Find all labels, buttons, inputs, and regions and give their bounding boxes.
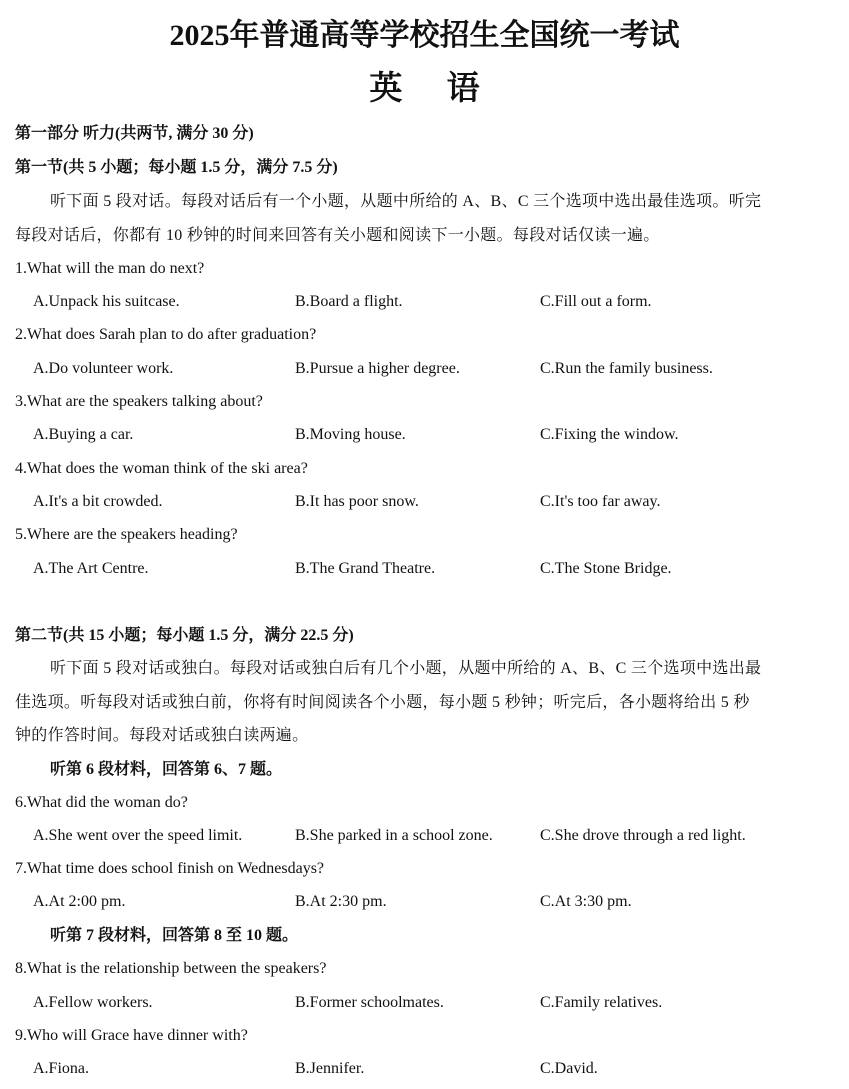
exam-title: 2025年普通高等学校招生全国统一考试 (169, 19, 680, 52)
q6-option-a: A.She went over the speed limit. (33, 827, 243, 844)
section2-heading: 第二节(共 15 小题；每小题 1.5 分，满分 22.5 分) (15, 627, 354, 644)
question-2: 2.What does Sarah plan to do after graduation? (15, 326, 317, 343)
q7-option-a: A.At 2:00 pm. (33, 893, 126, 910)
question-7: 7.What time does school finish on Wednesdays? (15, 860, 325, 877)
q5-option-c: C.The Stone Bridge. (540, 560, 672, 577)
q7-option-c: C.At 3:30 pm. (540, 893, 632, 910)
q2-option-a: A.Do volunteer work. (33, 360, 174, 377)
question-6: 6.What did the woman do? (15, 794, 188, 811)
section1-instruction-line: 每段对话后，你都有 10 秒钟的时间来回答有关小题和阅读下一小题。每段对话仅读一遍。 (15, 227, 660, 244)
section1-instruction-line: 听下面 5 段对话。每段对话后有一个小题，从题中所给的 A、B、C 三个选项中选出最佳选项。听完 (50, 193, 762, 210)
q1-option-a: A.Unpack his suitcase. (33, 293, 180, 310)
section2-instruction-line: 听下面 5 段对话或独白。每段对话或独白后有几个小题，从题中所给的 A、B、C 三个选项中选出最 (50, 660, 762, 677)
q3-option-c: C.Fixing the window. (540, 426, 679, 443)
material-6-heading: 听第 6 段材料，回答第 6、7 题。 (50, 761, 283, 778)
q1-option-b: B.Board a flight. (295, 293, 403, 310)
subject-title: 英 语 (369, 71, 498, 107)
q9-option-a: A.Fiona. (33, 1060, 89, 1077)
question-4: 4.What does the woman think of the ski area? (15, 460, 308, 477)
q8-option-a: A.Fellow workers. (33, 994, 153, 1011)
q4-option-a: A.It's a bit crowded. (33, 493, 163, 510)
section2-instruction-line: 钟的作答时间。每段对话或独白读两遍。 (15, 727, 309, 744)
q9-option-b: B.Jennifer. (295, 1060, 365, 1077)
q3-option-b: B.Moving house. (295, 426, 406, 443)
q8-option-b: B.Former schoolmates. (295, 994, 444, 1011)
q8-option-c: C.Family relatives. (540, 994, 663, 1011)
question-3: 3.What are the speakers talking about? (15, 393, 263, 410)
q5-option-b: B.The Grand Theatre. (295, 560, 436, 577)
q4-option-c: C.It's too far away. (540, 493, 661, 510)
q9-option-c: C.David. (540, 1060, 598, 1077)
section1-heading: 第一节(共 5 小题；每小题 1.5 分，满分 7.5 分) (15, 159, 338, 176)
q2-option-b: B.Pursue a higher degree. (295, 360, 460, 377)
question-8: 8.What is the relationship between the speakers? (15, 960, 327, 977)
question-1: 1.What will the man do next? (15, 260, 205, 277)
q3-option-a: A.Buying a car. (33, 426, 134, 443)
question-9: 9.Who will Grace have dinner with? (15, 1027, 248, 1044)
q1-option-c: C.Fill out a form. (540, 293, 652, 310)
q6-option-b: B.She parked in a school zone. (295, 827, 493, 844)
part1-heading: 第一部分 听力(共两节, 满分 30 分) (15, 125, 254, 142)
q4-option-b: B.It has poor snow. (295, 493, 419, 510)
q5-option-a: A.The Art Centre. (33, 560, 149, 577)
material-7-heading: 听第 7 段材料，回答第 8 至 10 题。 (50, 927, 299, 944)
q6-option-c: C.She drove through a red light. (540, 827, 746, 844)
section2-instruction-line: 佳选项。听每段对话或独白前，你将有时间阅读各个小题，每小题 5 秒钟；听完后，各小题将给出 5 秒 (15, 694, 750, 711)
q2-option-c: C.Run the family business. (540, 360, 713, 377)
question-5: 5.Where are the speakers heading? (15, 526, 238, 543)
q7-option-b: B.At 2:30 pm. (295, 893, 387, 910)
